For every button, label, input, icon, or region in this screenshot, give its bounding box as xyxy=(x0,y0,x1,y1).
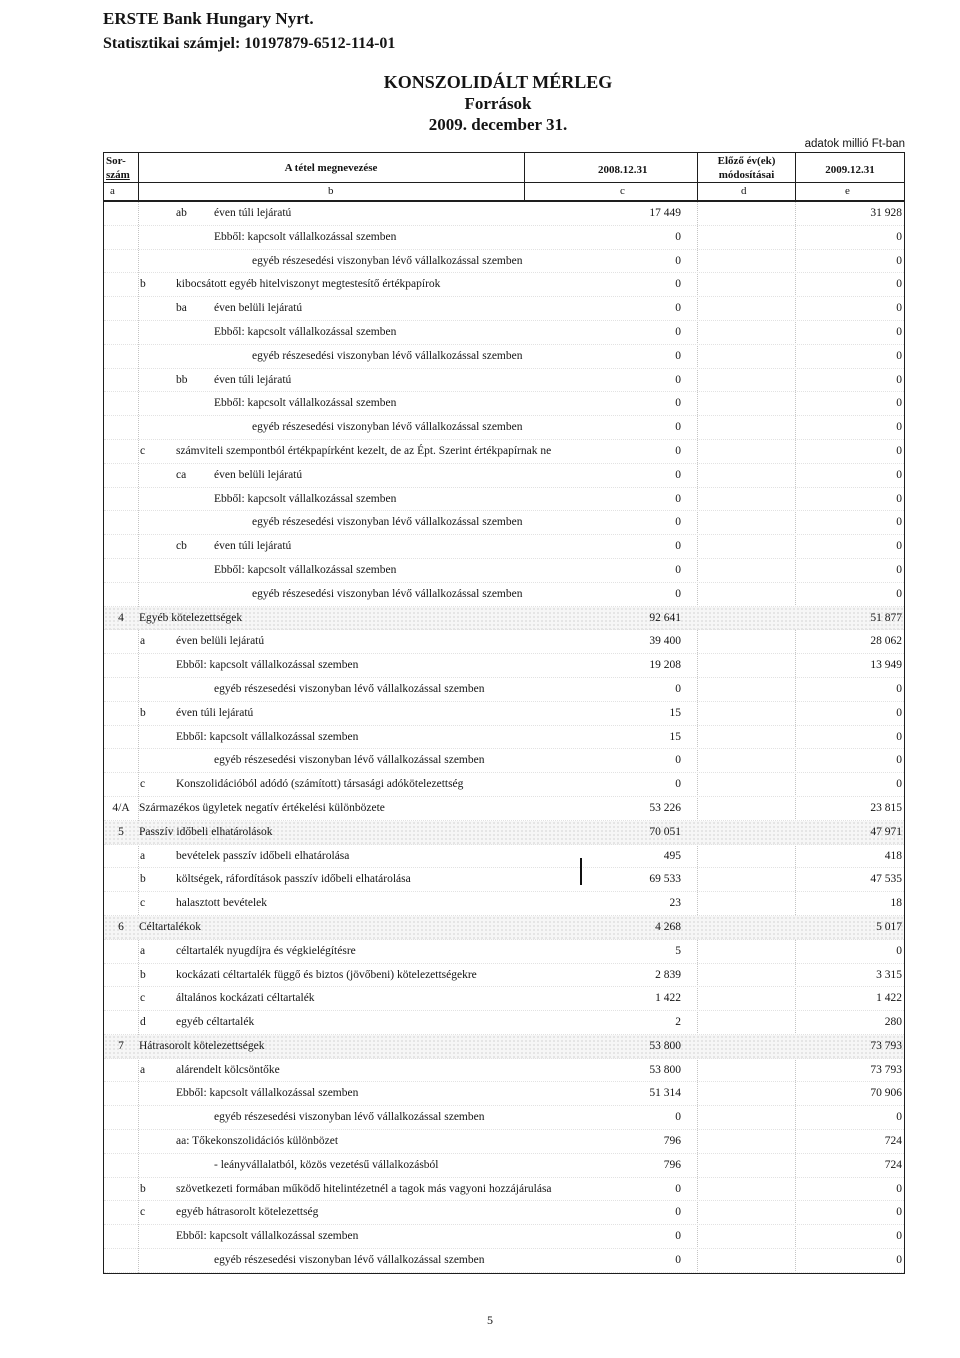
value-2009-12-31: 3 315 xyxy=(876,968,902,981)
value-2008-12-31: 0 xyxy=(675,1206,681,1219)
table-row xyxy=(104,1249,904,1273)
value-2009-12-31: 280 xyxy=(884,1016,902,1029)
row-label: éven belüli lejáratú xyxy=(176,635,265,648)
column-letter-a: a xyxy=(110,185,115,197)
value-2009-12-31: 0 xyxy=(896,492,902,505)
value-2009-12-31: 0 xyxy=(896,349,902,362)
row-code: c xyxy=(140,778,146,791)
value-2008-12-31: 0 xyxy=(675,421,681,434)
row-code: c xyxy=(140,992,146,1005)
row-number: 4/A xyxy=(112,801,130,814)
table-row xyxy=(104,416,904,440)
value-2008-12-31: 0 xyxy=(675,778,681,791)
row-label: Ebből: kapcsolt vállalkozással szemben xyxy=(214,492,397,505)
row-label: céltartalék nyugdíjra és végkielégítésre xyxy=(176,944,356,957)
value-2008-12-31: 0 xyxy=(675,278,681,291)
value-2009-12-31: 5 017 xyxy=(876,920,902,933)
row-label: Céltartalékok xyxy=(139,920,201,933)
column-header-prior-year-line1: Előző év(ek) xyxy=(717,155,776,167)
value-2009-12-31: 73 793 xyxy=(870,1039,902,1052)
row-label: egyéb céltartalék xyxy=(176,1016,255,1029)
table-row xyxy=(104,987,904,1011)
column-header-sorszam-line2: szám xyxy=(106,169,130,181)
value-2009-12-31: 0 xyxy=(896,325,902,338)
value-2009-12-31: 0 xyxy=(896,1182,902,1195)
value-2008-12-31: 0 xyxy=(675,563,681,576)
table-row xyxy=(104,702,904,726)
row-label: Ebből: kapcsolt vállalkozással szemben xyxy=(214,230,397,243)
value-2009-12-31: 0 xyxy=(896,1254,902,1267)
value-2008-12-31: 15 xyxy=(669,730,681,743)
value-2008-12-31: 0 xyxy=(675,325,681,338)
row-code: b xyxy=(140,968,146,981)
table-row xyxy=(104,535,904,559)
table-row xyxy=(104,964,904,988)
value-2008-12-31: 53 226 xyxy=(649,801,681,814)
table-row xyxy=(104,892,904,916)
row-code: a xyxy=(140,1063,146,1076)
value-2008-12-31: 0 xyxy=(675,1111,681,1124)
column-header-item-name: A tétel megnevezése xyxy=(284,162,378,174)
row-label: költségek, ráfordítások passzív időbeli elhatárolása xyxy=(176,873,411,886)
row-label: éven belüli lejáratú xyxy=(214,468,303,481)
value-2008-12-31: 0 xyxy=(675,468,681,481)
row-code: c xyxy=(140,897,146,910)
report-subtitle: Források xyxy=(464,94,532,113)
value-2009-12-31: 0 xyxy=(896,397,902,410)
value-2009-12-31: 13 949 xyxy=(870,659,902,672)
value-2009-12-31: 0 xyxy=(896,540,902,553)
value-2008-12-31: 0 xyxy=(675,682,681,695)
value-2008-12-31: 70 051 xyxy=(649,825,681,838)
row-code: bb xyxy=(176,373,188,386)
value-2009-12-31: 0 xyxy=(896,254,902,267)
table-row xyxy=(104,916,904,940)
value-2009-12-31: 0 xyxy=(896,373,902,386)
row-code: b xyxy=(140,873,146,886)
row-label: Származékos ügyletek negatív értékelési különbözete xyxy=(139,801,385,814)
value-2009-12-31: 31 928 xyxy=(870,207,902,219)
grid-line xyxy=(795,153,796,202)
table-row xyxy=(104,464,904,488)
row-label: Ebből: kapcsolt vállalkozással szemben xyxy=(214,325,397,338)
column-letter-c: c xyxy=(620,185,625,197)
value-2009-12-31: 51 877 xyxy=(870,611,902,624)
value-2008-12-31: 51 314 xyxy=(649,1087,681,1100)
value-2009-12-31: 418 xyxy=(884,849,902,862)
value-2009-12-31: 0 xyxy=(896,563,902,576)
value-2008-12-31: 0 xyxy=(675,1182,681,1195)
value-2009-12-31: 0 xyxy=(896,421,902,434)
row-code: b xyxy=(140,1182,146,1195)
row-label: éven túli lejáratú xyxy=(214,207,292,219)
row-label: éven belüli lejáratú xyxy=(214,302,303,315)
value-2009-12-31: 47 535 xyxy=(870,873,902,886)
value-2008-12-31: 39 400 xyxy=(649,635,681,648)
value-2009-12-31: 18 xyxy=(890,897,902,910)
row-code: ca xyxy=(176,468,187,481)
value-2009-12-31: 0 xyxy=(896,444,902,457)
table-row xyxy=(104,821,904,845)
row-label: Ebből: kapcsolt vállalkozással szemben xyxy=(214,563,397,576)
value-2008-12-31: 0 xyxy=(675,1254,681,1267)
row-code: c xyxy=(140,1206,146,1219)
grid-line xyxy=(524,153,525,202)
value-2008-12-31: 0 xyxy=(675,230,681,243)
value-2008-12-31: 0 xyxy=(675,444,681,457)
value-2009-12-31: 0 xyxy=(896,1230,902,1243)
table-row xyxy=(104,607,904,631)
balance-sheet-table xyxy=(103,152,905,1274)
row-label: Ebből: kapcsolt vállalkozással szemben xyxy=(214,397,397,410)
row-code: d xyxy=(140,1016,146,1029)
value-2009-12-31: 0 xyxy=(896,1206,902,1219)
cell-border-mark xyxy=(580,858,582,885)
table-row xyxy=(104,583,904,607)
row-label: Konszolidációból adódó (számított) társasági adókötelezettség xyxy=(176,778,464,791)
table-row xyxy=(104,440,904,464)
value-2009-12-31: 724 xyxy=(884,1135,902,1148)
row-label: Egyéb kötelezettségek xyxy=(139,611,243,624)
value-2009-12-31: 47 971 xyxy=(870,825,902,838)
row-label: egyéb részesedési viszonyban lévő vállalkozással szemben xyxy=(252,421,523,434)
value-2009-12-31: 0 xyxy=(896,706,902,719)
column-letter-d: d xyxy=(741,185,747,197)
row-label: egyéb részesedési viszonyban lévő vállalkozással szemben xyxy=(252,516,523,529)
table-row xyxy=(104,1059,904,1083)
table-row xyxy=(104,1130,904,1154)
row-label: halasztott bevételek xyxy=(176,897,268,910)
value-2008-12-31: 0 xyxy=(675,587,681,600)
row-label: egyéb részesedési viszonyban lévő vállalkozással szemben xyxy=(252,587,523,600)
table-row xyxy=(104,273,904,297)
statistical-id: Statisztikai számjel: 10197879-6512-114-01 xyxy=(103,35,396,52)
table-row xyxy=(104,226,904,250)
value-2008-12-31: 0 xyxy=(675,349,681,362)
row-label: kockázati céltartalék függő és biztos (jövőbeni) kötelezettségekre xyxy=(176,968,477,981)
value-2008-12-31: 2 839 xyxy=(655,968,681,981)
value-2009-12-31: 0 xyxy=(896,468,902,481)
value-2008-12-31: 0 xyxy=(675,373,681,386)
table-row xyxy=(104,630,904,654)
table-row xyxy=(104,797,904,821)
table-row xyxy=(104,845,904,869)
value-2008-12-31: 0 xyxy=(675,302,681,315)
value-2008-12-31: 0 xyxy=(675,254,681,267)
value-2008-12-31: 23 xyxy=(669,897,681,910)
row-code: ba xyxy=(176,302,187,315)
value-2008-12-31: 53 800 xyxy=(649,1039,681,1052)
table-row xyxy=(104,1011,904,1035)
value-2008-12-31: 796 xyxy=(663,1135,681,1148)
value-2009-12-31: 73 793 xyxy=(870,1063,902,1076)
value-2009-12-31: 28 062 xyxy=(870,635,902,648)
table-row xyxy=(104,1178,904,1202)
table-row xyxy=(104,369,904,393)
table-row xyxy=(104,511,904,535)
page-number: 5 xyxy=(487,1313,493,1327)
table-row xyxy=(104,1225,904,1249)
table-row xyxy=(104,488,904,512)
value-2009-12-31: 0 xyxy=(896,516,902,529)
value-2008-12-31: 0 xyxy=(675,492,681,505)
value-2009-12-31: 0 xyxy=(896,944,902,957)
value-2009-12-31: 0 xyxy=(896,1111,902,1124)
row-code: a xyxy=(140,635,146,648)
value-2008-12-31: 495 xyxy=(663,849,681,862)
table-body xyxy=(104,202,904,1273)
row-label: szövetkezeti formában működő hitelintézetnél a tagok más vagyoni hozzájárulása xyxy=(176,1182,552,1195)
row-label: egyéb részesedési viszonyban lévő vállalkozással szemben xyxy=(252,254,523,267)
row-number: 7 xyxy=(118,1039,124,1052)
row-label: éven túli lejáratú xyxy=(214,373,292,386)
value-2009-12-31: 724 xyxy=(884,1158,902,1171)
row-number: 4 xyxy=(118,611,124,624)
value-2009-12-31: 23 815 xyxy=(870,801,902,814)
table-row xyxy=(104,1154,904,1178)
column-header-2009-12-31: 2009.12.31 xyxy=(825,164,875,176)
row-code: cb xyxy=(176,540,187,553)
report-title: KONSZOLIDÁLT MÉRLEG xyxy=(383,72,613,92)
value-2009-12-31: 0 xyxy=(896,278,902,291)
value-2008-12-31: 2 xyxy=(675,1016,681,1029)
value-2008-12-31: 69 533 xyxy=(649,873,681,886)
row-label: kibocsátott egyéb hitelviszonyt megtestesítő értékpapírok xyxy=(176,278,441,291)
row-label: egyéb részesedési viszonyban lévő vállalkozással szemben xyxy=(214,1254,485,1267)
value-2008-12-31: 0 xyxy=(675,540,681,553)
value-2009-12-31: 0 xyxy=(896,754,902,767)
column-header-2008-12-31: 2008.12.31 xyxy=(598,164,648,176)
value-2009-12-31: 0 xyxy=(896,587,902,600)
row-label: számviteli szempontból értékpapírként kezelt, de az Épt. Szerint értékpapírnak ne xyxy=(176,444,552,457)
table-row xyxy=(104,1035,904,1059)
table-row xyxy=(104,202,904,226)
value-2009-12-31: 0 xyxy=(896,302,902,315)
value-2008-12-31: 15 xyxy=(669,706,681,719)
row-label: egyéb részesedési viszonyban lévő vállalkozással szemben xyxy=(214,754,485,767)
row-label: egyéb részesedési viszonyban lévő vállalkozással szemben xyxy=(214,682,485,695)
report-date: 2009. december 31. xyxy=(428,115,568,134)
column-letter-b: b xyxy=(328,185,334,197)
table-row xyxy=(104,1201,904,1225)
column-letter-e: e xyxy=(845,185,850,197)
table-row xyxy=(104,726,904,750)
table-row xyxy=(104,940,904,964)
row-number: 5 xyxy=(118,825,124,838)
column-header-sorszam xyxy=(106,154,130,182)
row-code: ab xyxy=(176,207,187,219)
value-2008-12-31: 1 422 xyxy=(655,992,681,1005)
table-row xyxy=(104,1082,904,1106)
row-label: éven túli lejáratú xyxy=(214,540,292,553)
table-row xyxy=(104,654,904,678)
report-title-block xyxy=(300,72,696,135)
table-row xyxy=(104,250,904,274)
value-2009-12-31: 0 xyxy=(896,730,902,743)
unit-note: adatok millió Ft-ban xyxy=(804,138,905,150)
column-header-prior-year-line2: módosításai xyxy=(718,169,775,181)
table-row xyxy=(104,345,904,369)
row-label: Ebből: kapcsolt vállalkozással szemben xyxy=(176,1230,359,1243)
value-2008-12-31: 92 641 xyxy=(649,611,681,624)
row-code: a xyxy=(140,849,146,862)
row-label: - leányvállalatból, közös vezetésű vállalkozásból xyxy=(214,1158,439,1171)
table-row xyxy=(104,559,904,583)
value-2008-12-31: 0 xyxy=(675,397,681,410)
row-label: aa: Tőkekonszolidációs különbözet xyxy=(176,1135,339,1148)
row-code: c xyxy=(140,444,146,457)
grid-line xyxy=(104,182,904,183)
row-label: általános kockázati céltartalék xyxy=(176,992,315,1005)
row-label: egyéb hátrasorolt kötelezettség xyxy=(176,1206,319,1219)
value-2008-12-31: 19 208 xyxy=(649,659,681,672)
row-code: b xyxy=(140,278,146,291)
row-label: egyéb részesedési viszonyban lévő vállalkozással szemben xyxy=(214,1111,485,1124)
column-header-sorszam-line1: Sor- xyxy=(106,155,126,167)
value-2009-12-31: 0 xyxy=(896,682,902,695)
row-label: egyéb részesedési viszonyban lévő vállalkozással szemben xyxy=(252,349,523,362)
value-2008-12-31: 53 800 xyxy=(649,1063,681,1076)
table-row xyxy=(104,321,904,345)
table-row xyxy=(104,392,904,416)
table-row xyxy=(104,749,904,773)
value-2008-12-31: 0 xyxy=(675,754,681,767)
row-label: alárendelt kölcsöntőke xyxy=(176,1063,280,1076)
value-2009-12-31: 1 422 xyxy=(876,992,902,1005)
row-label: Ebből: kapcsolt vállalkozással szemben xyxy=(176,730,359,743)
company-name: ERSTE Bank Hungary Nyrt. xyxy=(103,9,314,28)
table-row xyxy=(104,773,904,797)
value-2009-12-31: 0 xyxy=(896,778,902,791)
row-label: éven túli lejáratú xyxy=(176,706,254,719)
table-row xyxy=(104,868,904,892)
row-number: 6 xyxy=(118,920,124,933)
value-2008-12-31: 0 xyxy=(675,1230,681,1243)
value-2009-12-31: 70 906 xyxy=(870,1087,902,1100)
row-label: Ebből: kapcsolt vállalkozással szemben xyxy=(176,659,359,672)
table-row xyxy=(104,678,904,702)
value-2008-12-31: 17 449 xyxy=(649,207,681,219)
value-2008-12-31: 0 xyxy=(675,516,681,529)
row-label: Hátrasorolt kötelezettségek xyxy=(139,1039,265,1052)
value-2008-12-31: 796 xyxy=(663,1158,681,1171)
table-row xyxy=(104,1106,904,1130)
row-label: bevételek passzív időbeli elhatárolása xyxy=(176,849,350,862)
value-2008-12-31: 5 xyxy=(675,944,681,957)
value-2009-12-31: 0 xyxy=(896,230,902,243)
row-code: b xyxy=(140,706,146,719)
row-label: Ebből: kapcsolt vállalkozással szemben xyxy=(176,1087,359,1100)
column-header-prior-year-adjustments xyxy=(698,154,795,182)
row-code: a xyxy=(140,944,146,957)
row-label: Passzív időbeli elhatárolások xyxy=(139,825,273,838)
table-row xyxy=(104,297,904,321)
value-2008-12-31: 4 268 xyxy=(655,920,681,933)
